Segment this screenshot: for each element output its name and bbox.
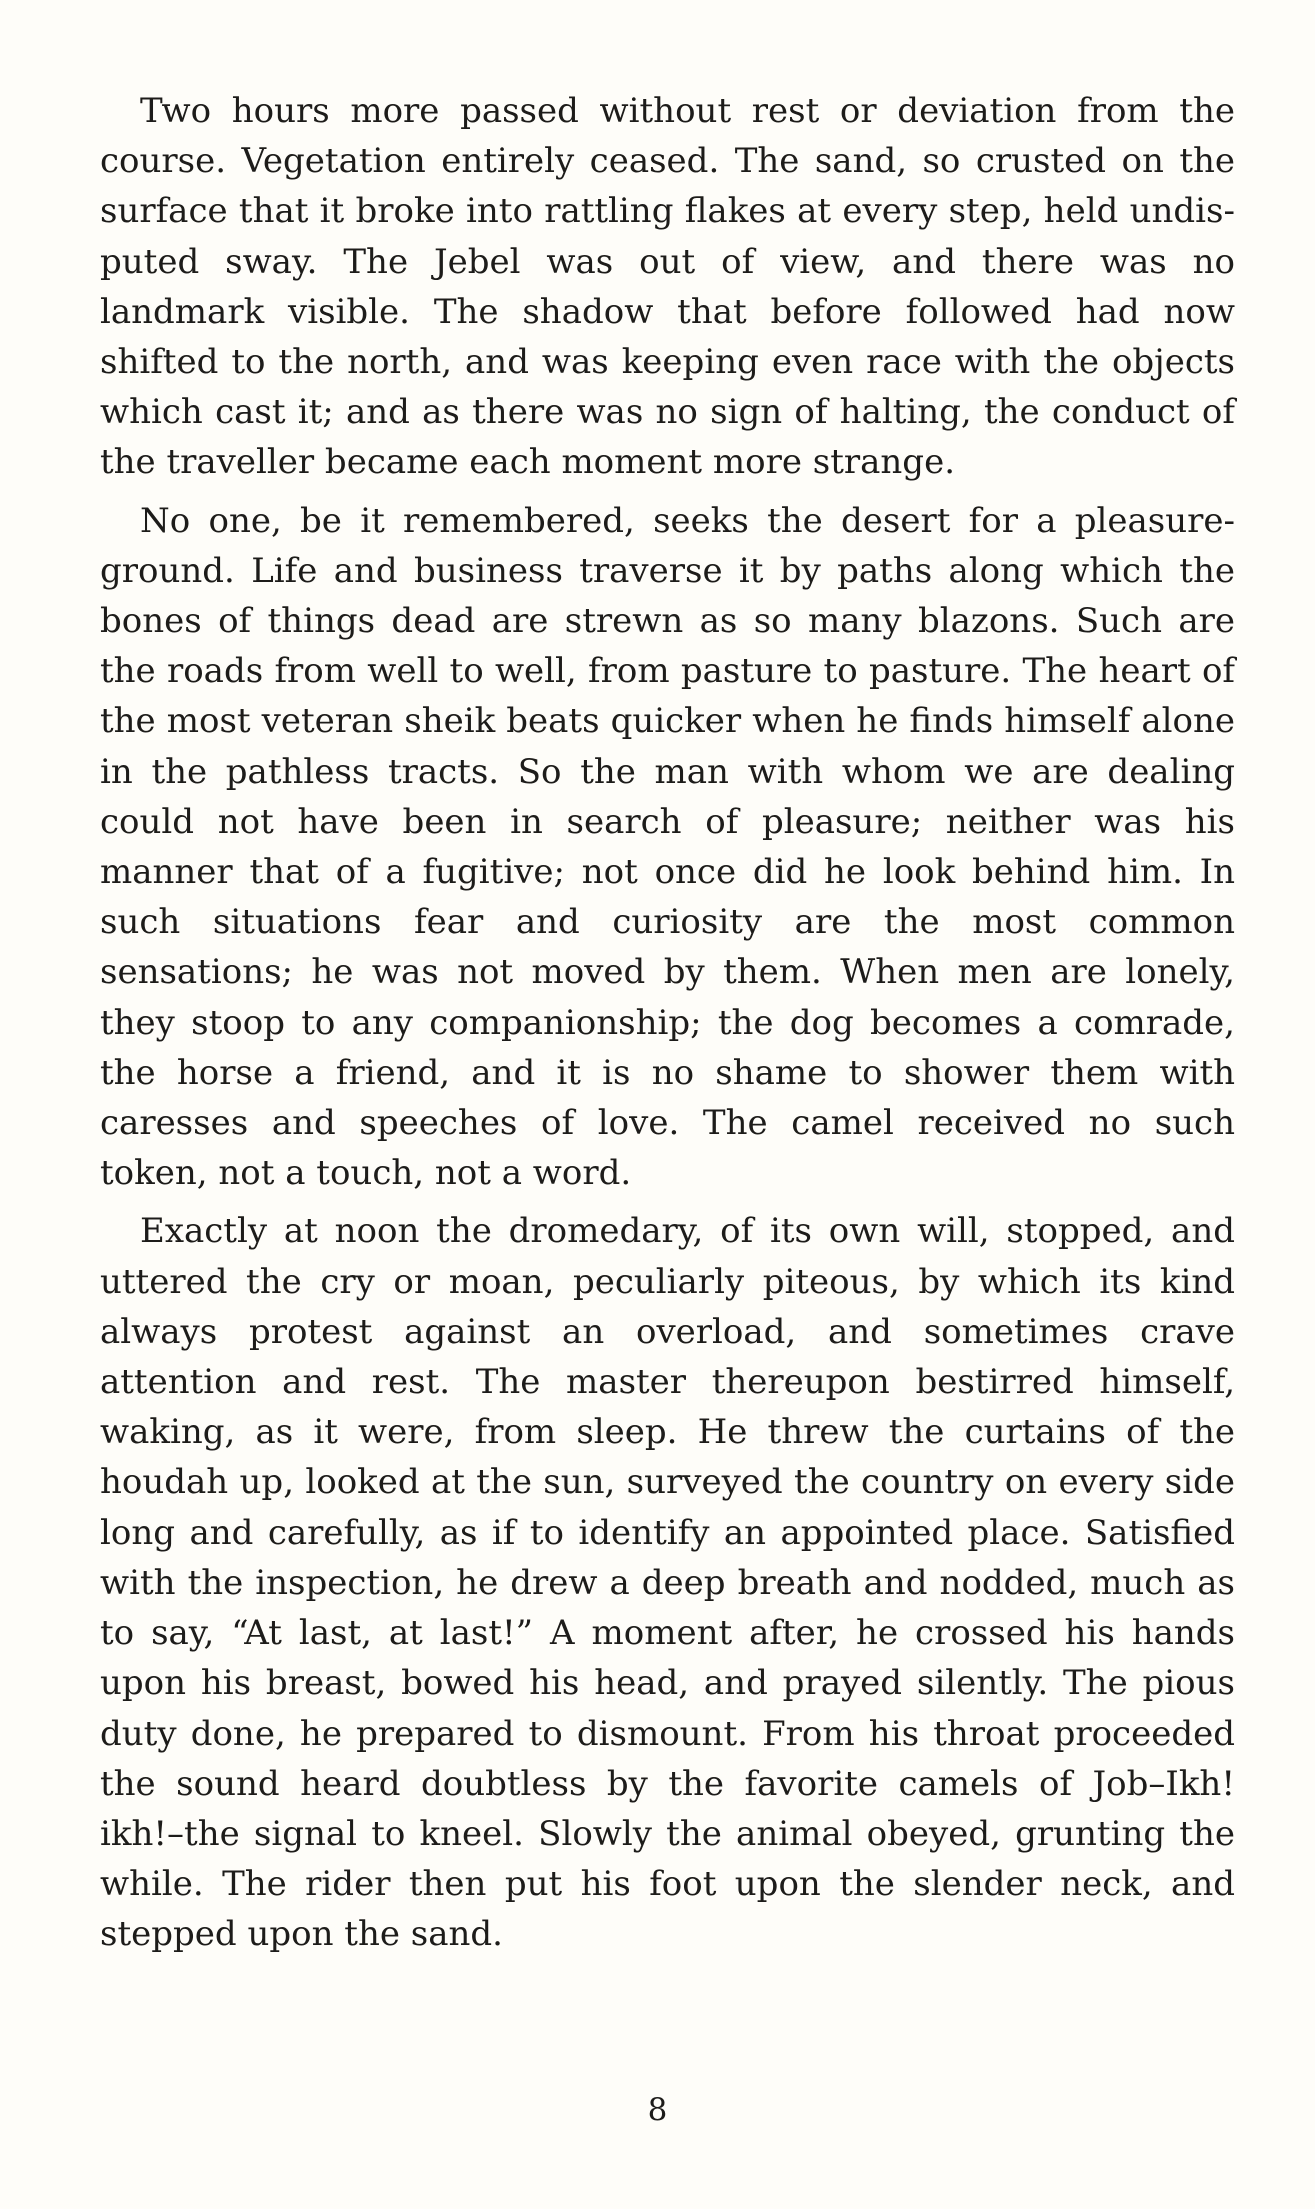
paragraph-3: Exactly at noon the dromedary, of its own will, stopped, and uttered the cry or moan, peculiarly piteous, by which its kind always protest against an overload, and sometimes crave attention and rest. The master thereupon bestirred himself, waking, as it were, from sleep. He threw the curtains of the houdah up, looked at the sun, surveyed the country on every side long and carefully, as if to identify an appointed place. Satisfied with the inspection, he drew a deep breath and nodded, much as to say, “At last, at last!” A moment after, he crossed his hands upon his breast, bowed his head, and prayed silently. The pious duty done, he prepared to dismount. From his throat proceeded the sound heard doubtless by the favorite camels of Job–Ikh! ikh!–the signal to kneel. Slowly the animal obeyed, grunting the while. The rider then put his foot upon the slender neck, and stepped upon the sand.: [100, 1211, 1235, 1955]
page-number: 8: [647, 2092, 668, 2128]
paragraph-1: Two hours more passed without rest or deviation from the course. Vegetation entirely ceased. The sand, so crusted on the surface that it broke into rattling flakes at every step, held undisputed sway. The Jebel was out of view, and there was no landmark visible. The shadow that before followed had now shifted to the north, and was keeping even race with the objects which cast it; and as there was no sign of halting, the conduct of the traveller became each moment more strange.: [100, 91, 1235, 483]
paragraph-2: No one, be it remembered, seeks the desert for a pleasure-ground. Life and business traverse it by paths along which the bones of things dead are strewn as so many blazons. Such are the roads from well to well, from pasture to pasture. The heart of the most veteran sheik beats quicker when he finds himself alone in the pathless tracts. So the man with whom we are dealing could not have been in search of pleasure; neither was his manner that of a fugitive; not once did he look behind him. In such situations fear and curiosity are the most common sensations; he was not moved by them. When men are lonely, they stoop to any companionship; the dog becomes a comrade, the horse a friend, and it is no shame to shower them with caresses and speeches of love. The camel received no such token, not a touch, not a word.: [100, 500, 1235, 1194]
body-text: [100, 86, 1235, 1968]
